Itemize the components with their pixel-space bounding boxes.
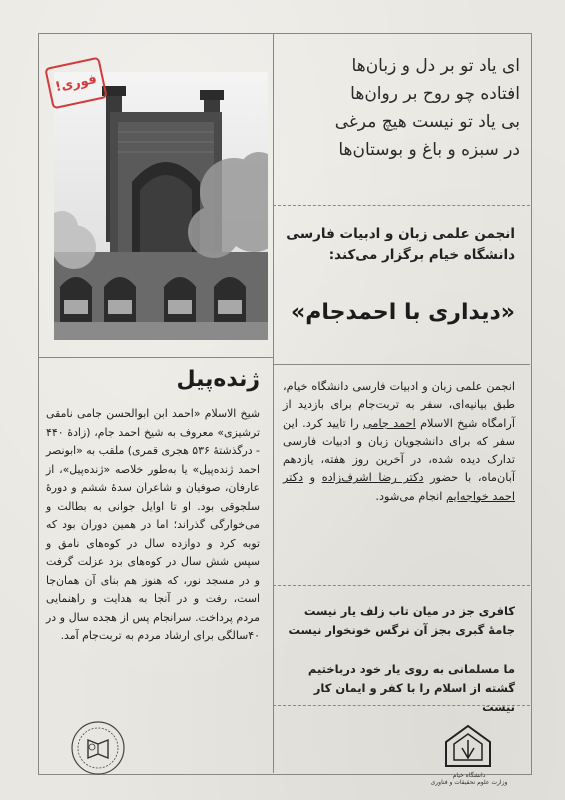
organizer-line-2: دانشگاه خیام برگزار می‌کند:: [328, 247, 515, 263]
university-caption: [430, 772, 508, 786]
description-text: انجام می‌شود.: [375, 489, 447, 503]
university-name: دانشگاه خیام: [452, 772, 486, 779]
opening-poem: [288, 52, 520, 164]
event-description: [283, 378, 515, 506]
verse-line: گشته از اسلام را با کفر و ایمان کار نیست: [313, 681, 515, 714]
ministry-name: وزارت علوم تحقیقات و فناوری: [430, 779, 508, 786]
biography-title: ژنده‌پیل: [176, 367, 260, 392]
divider-under-poem: [273, 205, 530, 206]
mausoleum-photo: [54, 72, 268, 340]
verse-line: کافری جز در میان تاب زلف یار نیست: [303, 604, 515, 618]
guest-name: دکتر احمد خواجه‌ایم: [283, 471, 515, 503]
divider-under-title: [273, 364, 530, 365]
organizer-line-1: انجمن علمی زبان و ادبیات فارسی: [286, 226, 515, 242]
urgent-stamp: فوری!: [44, 57, 108, 110]
description-text: را تایید کرد. این سفر که برای دانشجویان زبان و ادبیات فارسی تدارک دیده شده، در آخرین روز هفته، یازدهم آبان‌ماه، با حضور: [283, 416, 515, 485]
poem-line: افتاده چو روح بر روان‌ها: [350, 84, 520, 104]
conjunction-text: و: [303, 471, 322, 485]
organizer-heading: [283, 224, 515, 266]
person-name-link: احمد جامی: [362, 416, 416, 430]
verse-line: جامهٔ گبری بجز آن نرگس خونخوار نیست: [288, 623, 515, 637]
khayyam-university-logo: [440, 722, 496, 778]
verse-line: ما مسلمانی به روی یار خود درباختیم: [307, 662, 515, 676]
poem-line: ای یاد تو بر دل و زبان‌ها: [351, 56, 520, 76]
verse-couplet-1: [283, 602, 515, 640]
poem-line: بی یاد تو نیست هیچ مرغی: [334, 112, 520, 132]
guest-name: دکتر رضا اشرف‌زاده: [321, 471, 424, 485]
description-text: انجمن علمی زبان و ادبیات فارسی دانشگاه خیام، طبق بیانیه‌ای، سفر به تربت‌جام برای بازدید از آرامگاه شیخ الاسلام: [283, 380, 515, 430]
literature-association-logo: [70, 720, 126, 776]
poem-line: در سبزه و باغ و بوستان‌ها: [338, 140, 520, 160]
left-divider-line: [38, 357, 273, 358]
column-divider: [273, 33, 274, 773]
verse-couplet-2: [283, 660, 515, 717]
divider-above-verses: [273, 585, 530, 586]
biography-text: شیخ الاسلام «احمد ابن ابوالحسن جامی نامقی ترشیزی» معروف به شیخ احمد جام، (زادهٔ ۴۴۰ - درگذشتهٔ ۵۳۶ هجری قمری) ملقب به «ابونصر احمد ژنده‌پیل» یا به‌طور خلاصه «ژنده‌پیل»، از عارفان، صوفیان و شاعران سدهٔ ششم و دورهٔ سلجوقی بود. او تا اوایل جوانی به بطالت و می‌خوارگی گذراند؛ اما در همین دوران بود که توبه کرد و دوازده سال در کوه‌های نامق و سپس شش سال در کوه‌های بزد عزلت گرفت و در مسجد نور، که هنوز هم بنای آن همان‌جا است، رفت و در آنجا به هدایت و راهنمایی مردم پرداخت. سرانجام پس از هجده سال و در ۴۰سالگی برای ارشاد مردم به تربت‌جام آمد.: [46, 407, 260, 642]
event-title: «دیداری با احمدجام»: [291, 300, 515, 325]
